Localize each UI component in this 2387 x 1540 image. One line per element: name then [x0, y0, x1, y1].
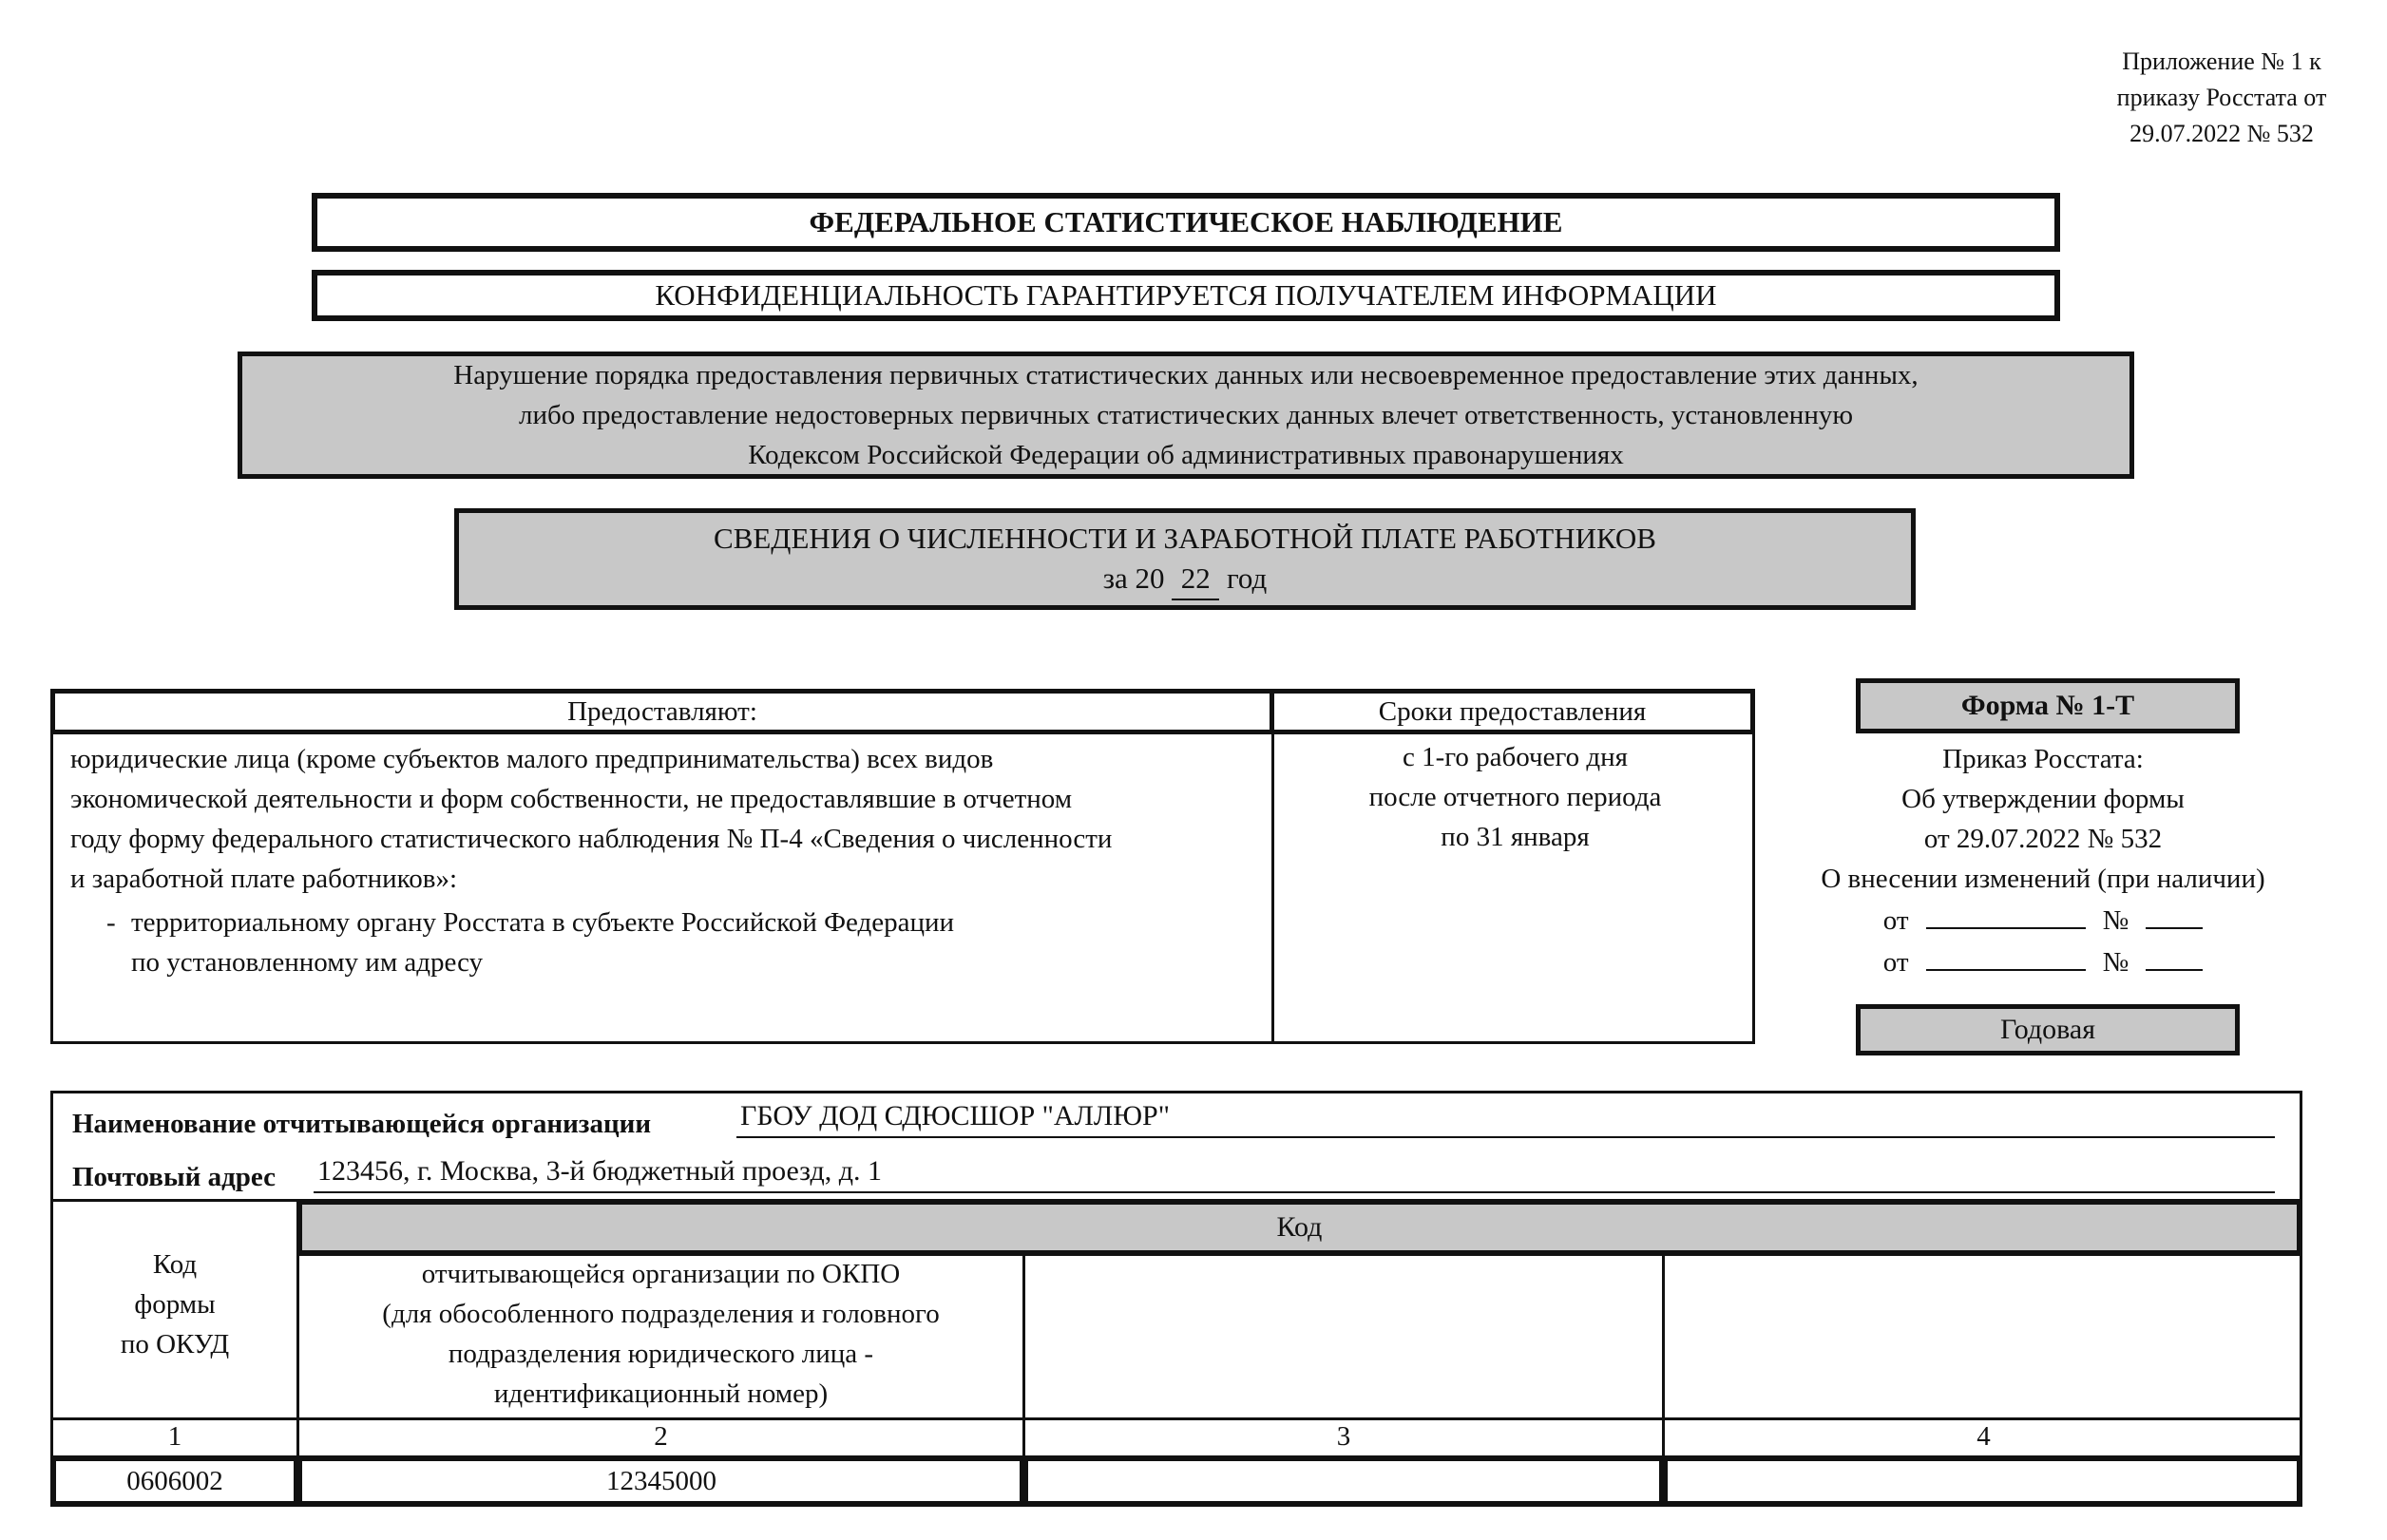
- amendment-number-field[interactable]: [2146, 941, 2203, 971]
- column-number: 4: [1976, 1421, 1991, 1452]
- providers-line: году форму федерального статистического наблюдения № П-4 «Сведения о численности: [70, 824, 1113, 854]
- report-period: Годовая: [1856, 1004, 2240, 1055]
- warning-line: Кодексом Российской Федерации об административных правонарушениях: [748, 440, 1624, 470]
- amendment-row: [1777, 899, 2309, 941]
- year-suffix: год: [1226, 561, 1268, 595]
- year-prefix: за 20: [1102, 561, 1165, 595]
- amendment-number-field[interactable]: [2146, 899, 2203, 929]
- org-name-field[interactable]: ГБОУ ДОД СДЮСШОР "АЛЛЮР": [736, 1096, 2275, 1138]
- number-label: №: [2102, 905, 2129, 936]
- appendix-line: приказу Росстата от: [2116, 84, 2327, 111]
- from-label: от: [1882, 905, 1909, 936]
- from-label: от: [1882, 947, 1909, 978]
- deadline-header: Сроки предоставления: [1270, 689, 1755, 734]
- warning-line: Нарушение порядка предоставления первичных статистических данных или несвоевременное предоставление этих данных,: [453, 360, 1919, 390]
- okpo-code-label: [299, 1254, 1022, 1414]
- deadline-line: после отчетного периода: [1368, 782, 1662, 812]
- amendment-date-field[interactable]: [1926, 941, 2086, 971]
- providers-recipient-item: [106, 903, 1247, 982]
- providers-divider: [1271, 732, 1274, 1044]
- deadline-line: по 31 января: [1441, 822, 1590, 852]
- recipient-line: по установленному им адресу: [131, 947, 484, 978]
- form-number: Форма № 1-Т: [1856, 678, 2240, 733]
- okpo-label-line: отчитывающейся организации по ОКПО: [421, 1259, 901, 1289]
- order-line: О внесении изменений (при наличии): [1821, 864, 2265, 894]
- column-number: 2: [654, 1421, 668, 1452]
- okud-code-value[interactable]: 0606002: [50, 1455, 299, 1507]
- okpo-label-line: идентификационный номер): [493, 1378, 829, 1409]
- appendix-line: Приложение № 1 к: [2122, 48, 2321, 75]
- report-title-box: [454, 508, 1916, 610]
- order-info: [1777, 739, 2309, 982]
- providers-line: юридические лица (кроме субъектов малого предпринимательства) всех видов: [70, 744, 994, 774]
- providers-line: и заработной плате работников»:: [70, 864, 458, 894]
- providers-header: Предоставляют:: [50, 689, 1274, 734]
- order-line: от 29.07.2022 № 532: [1923, 824, 2163, 854]
- amendment-row: [1777, 941, 2309, 982]
- code-value-col3[interactable]: [1022, 1455, 1665, 1507]
- warning-line: либо предоставление недостоверных первичных статистических данных влечет ответственность, установленную: [518, 400, 1854, 430]
- list-dash: -: [106, 907, 116, 938]
- postal-address-field[interactable]: 123456, г. Москва, 3-й бюджетный проезд, д. 1: [314, 1151, 2275, 1193]
- year-value[interactable]: 22: [1172, 559, 1219, 600]
- deadline-text: [1275, 737, 1755, 857]
- okpo-label-line: подразделения юридического лица -: [448, 1339, 874, 1369]
- liability-warning: [238, 352, 2134, 479]
- column-number: 1: [167, 1421, 182, 1452]
- providers-line: экономической деятельности и форм собственности, не предоставлявшие в отчетном: [70, 784, 1073, 814]
- okpo-label-line: (для обособленного подразделения и головного: [382, 1299, 940, 1329]
- okud-label-line: Код: [152, 1249, 198, 1280]
- okud-label-line: по ОКУД: [120, 1329, 230, 1359]
- column-number: 3: [1336, 1421, 1351, 1452]
- org-name-label: Наименование отчитывающейся организации: [72, 1109, 652, 1139]
- report-title: СВЕДЕНИЯ О ЧИСЛЕННОСТИ И ЗАРАБОТНОЙ ПЛАТЕ РАБОТНИКОВ: [714, 521, 1656, 555]
- okud-label-line: формы: [134, 1289, 216, 1320]
- appendix-line: 29.07.2022 № 532: [2129, 120, 2314, 147]
- number-label: №: [2102, 947, 2129, 978]
- report-year: [1103, 559, 1268, 600]
- code-value-col4[interactable]: [1662, 1455, 2302, 1507]
- confidentiality-title: КОНФИДЕНЦИАЛЬНОСТЬ ГАРАНТИРУЕТСЯ ПОЛУЧАТЕЛЕМ ИНФОРМАЦИИ: [312, 270, 2060, 321]
- okpo-code-value[interactable]: 12345000: [296, 1455, 1025, 1507]
- providers-description: [70, 739, 1268, 899]
- order-line: Об утверждении формы: [1901, 784, 2185, 814]
- deadline-line: с 1-го рабочего дня: [1402, 742, 1629, 772]
- appendix-note: [2079, 44, 2364, 152]
- order-line: Приказ Росстата:: [1942, 744, 2144, 774]
- federal-observation-title: ФЕДЕРАЛЬНОЕ СТАТИСТИЧЕСКОЕ НАБЛЮДЕНИЕ: [312, 193, 2060, 252]
- recipient-line: территориальному органу Росстата в субъекте Российской Федерации: [131, 907, 955, 938]
- okud-code-label: [53, 1245, 296, 1364]
- amendment-date-field[interactable]: [1926, 899, 2086, 929]
- code-header: Код: [296, 1199, 2302, 1256]
- postal-address-label: Почтовый адрес: [72, 1162, 276, 1192]
